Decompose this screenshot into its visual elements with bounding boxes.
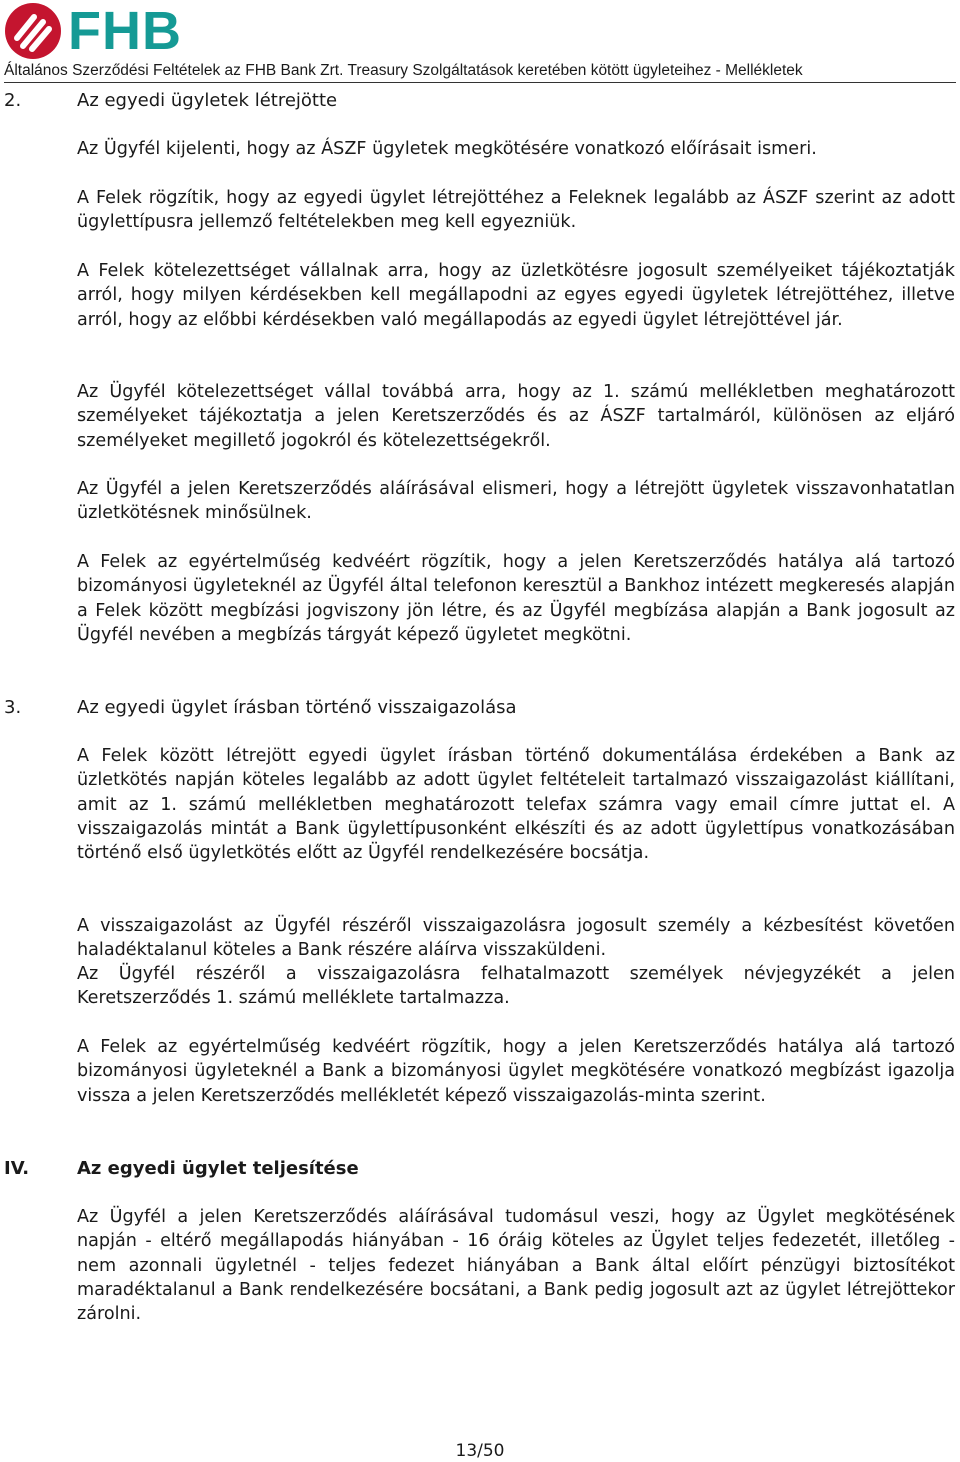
paragraph: Az Ügyfél a jelen Keretszerződés aláírásával elismeri, hogy a létrejött ügyletek visszavonhatatlan üzletkötésnek minősülnek. bbox=[77, 479, 955, 524]
page-number: 13/50 bbox=[455, 1441, 505, 1461]
brand-logo bbox=[4, 3, 182, 59]
paragraph: A Felek rögzítik, hogy az egyedi ügylet létrejöttéhez a Feleknek legalább az ÁSZF szerint az adott ügylettípusra jellemző feltételekben meg kell egyezniük. bbox=[77, 188, 955, 233]
section-title: Az egyedi ügyletek létrejötte bbox=[77, 90, 338, 111]
section-number: 3. bbox=[4, 697, 22, 718]
paragraph: A Felek az egyértelműség kedvéért rögzítik, hogy a jelen Keretszerződés hatálya alá tartozó bizományosi ügyleteknél a Bank a bizományosi ügylet megkötésére vonatkozó megbízást igazolja vissza a jelen Keretszerződés mellékletét képező visszaigazolás-minta szerint. bbox=[77, 1037, 955, 1106]
section-number: IV. bbox=[4, 1158, 30, 1179]
section-number: 2. bbox=[4, 90, 22, 111]
section-title: Az egyedi ügylet teljesítése bbox=[77, 1158, 359, 1179]
paragraph: A Felek az egyértelműség kedvéért rögzítik, hogy a jelen Keretszerződés hatálya alá tartozó bizományosi ügyleteknél az Ügyfél által telefonon keresztül a Bankhoz intézett megkeresés alapján a Felek között megbízási jogviszony jön létre, és az Ügyfél megbízása alapján a Bank jogosult az Ügyfél nevében a megbízás tárgyát képező ügyletet megkötni. bbox=[77, 552, 955, 645]
paragraph: A Felek között létrejött egyedi ügylet írásban történő dokumentálása érdekében a Bank az üzletkötés napján köteles legalább az adott ügylet feltételeit tartalmazó visszaigazolást kiállítani, amit az 1. számú mellékletben meghatározott telefax számra vagy email címre juttat el. A visszaigazolás mintát a Bank ügylettípusonként elkészíti és az adott ügylettípus vonatkozásában történő első ügyletkötés előtt az Ügyfél rendelkezésére bocsátja. bbox=[77, 746, 955, 864]
running-title: Általános Szerződési Feltételek az FHB Bank Zrt. Treasury Szolgáltatások keretében kötött ügyleteihez - Mellékletek bbox=[4, 62, 803, 79]
paragraph: Az Ügyfél a jelen Keretszerződés aláírásával tudomásul veszi, hogy az Ügylet megkötésének napján - eltérő megállapodás hiányában - 16 óráig köteles az Ügylet teljes fedezetét, illetőleg - nem azonnali ügyletnél - teljes fedezet hiányában a Bank által előírt pénzügyi biztosítékot maradéktalanul a Bank rendelkezésére bocsátani, a Bank pedig jogosult azt az ügylet létrejöttekor zárolni. bbox=[77, 1207, 955, 1325]
paragraph: Az Ügyfél kijelenti, hogy az ÁSZF ügyletek megkötésére vonatkozó előírásait ismeri. bbox=[77, 139, 817, 159]
paragraph: A Felek kötelezettséget vállalnak arra, hogy az üzletkötésre jogosult személyeiket tájékoztatják arról, hogy milyen kérdésekben kell megállapodni az egyes egyedi ügyletek létrejöttéhez, illetve arról, hogy az előbbi kérdésekben való megállapodás az egyedi ügylet létrejöttével jár. bbox=[77, 261, 955, 330]
paragraph: Az Ügyfél részéről a visszaigazolásra felhatalmazott személyek névjegyzékét a jelen Keretszerződés 1. számú melléklete tartalmazza. bbox=[77, 964, 955, 1009]
logo-text: FHB bbox=[68, 1, 182, 61]
fhb-slash-logo-icon bbox=[4, 2, 62, 60]
paragraph: Az Ügyfél kötelezettséget vállal továbbá arra, hogy az 1. számú mellékletben meghatározott személyeket tájékoztatja a jelen Keretszerződés és az ÁSZF tartalmáról, különösen az eljáró személyeket megillető jogokról és kötelezettségekről. bbox=[77, 382, 955, 451]
header-divider bbox=[4, 82, 956, 83]
section-title: Az egyedi ügylet írásban történő visszaigazolása bbox=[77, 697, 517, 718]
paragraph: A visszaigazolást az Ügyfél részéről visszaigazolásra jogosult személy a kézbesítést követően haladéktalanul köteles a Bank részére aláírva visszaküldeni. bbox=[77, 916, 955, 961]
